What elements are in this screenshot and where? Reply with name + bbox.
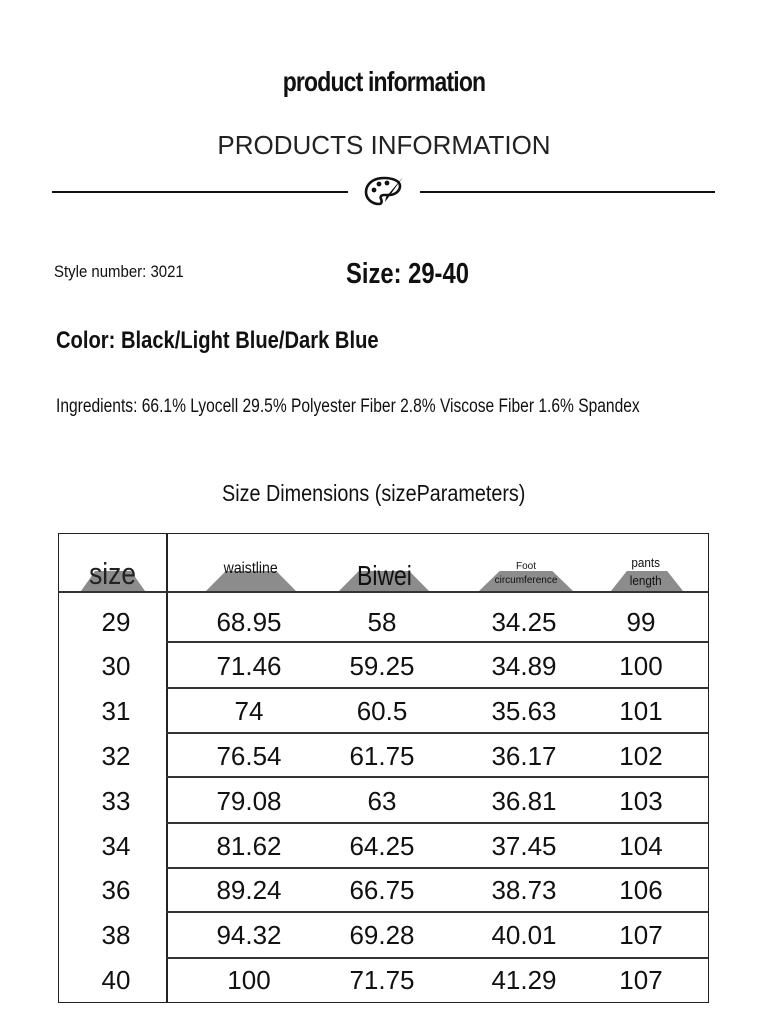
page-title: product information: [282, 66, 486, 97]
cell-waistline: 68.95: [216, 607, 282, 637]
cell-pants-length: 107: [619, 965, 663, 995]
header-foot-line1: Foot: [515, 561, 536, 572]
cell-size: 31: [101, 696, 131, 726]
style-number: Style number: 3021: [54, 262, 184, 281]
header-foot-circumference: [461, 534, 591, 591]
row-divider: [166, 732, 708, 734]
cell-size: 33: [101, 786, 131, 816]
header-pants-line1: pants: [631, 555, 661, 570]
header-biwei: Biwei: [319, 534, 449, 591]
cell-foot-circumference: 40.01: [491, 920, 557, 950]
cell-size: 32: [101, 741, 131, 771]
palette-icon: [362, 173, 406, 211]
cell-biwei: 64.25: [349, 831, 415, 861]
cell-pants-length: 99: [626, 607, 656, 637]
row-divider: [166, 867, 708, 869]
cell-size: 29: [101, 607, 131, 637]
cell-waistline: 76.54: [216, 741, 282, 771]
cell-pants-length: 107: [619, 920, 663, 950]
color-info: Color: Black/Light Blue/Dark Blue: [56, 327, 379, 354]
cell-waistline: 81.62: [216, 831, 282, 861]
cell-size: 34: [101, 831, 131, 861]
cell-biwei: 61.75: [349, 741, 415, 771]
cell-waistline: 71.46: [216, 651, 282, 681]
row-divider: [166, 776, 708, 778]
row-divider: [166, 911, 708, 913]
cell-size: 30: [101, 651, 131, 681]
cell-size: 38: [101, 920, 131, 950]
cell-foot-circumference: 35.63: [491, 696, 557, 726]
cell-size: 36: [101, 875, 131, 905]
cell-pants-length: 106: [619, 875, 663, 905]
size-table: [58, 533, 709, 1003]
row-divider: [166, 687, 708, 689]
header-pants-length: [581, 534, 711, 591]
header-foot-line2: circumference: [494, 575, 558, 586]
row-divider: [166, 957, 708, 959]
cell-pants-length: 103: [619, 786, 663, 816]
cell-biwei: 66.75: [349, 875, 415, 905]
row-divider: [166, 641, 708, 643]
cell-waistline: 74: [234, 696, 264, 726]
divider-right: [420, 191, 715, 193]
size-table-title: Size Dimensions (sizeParameters): [222, 480, 526, 506]
cell-foot-circumference: 36.17: [491, 741, 557, 771]
cell-foot-circumference: 36.81: [491, 786, 557, 816]
cell-biwei: 63: [367, 786, 397, 816]
cell-waistline: 79.08: [216, 786, 282, 816]
cell-pants-length: 100: [619, 651, 663, 681]
divider-left: [52, 191, 348, 193]
row-divider: [166, 822, 708, 824]
cell-waistline: 100: [227, 965, 271, 995]
cell-size: 40: [101, 965, 131, 995]
page-subtitle: PRODUCTS INFORMATION: [217, 130, 551, 160]
cell-biwei: 69.28: [349, 920, 415, 950]
header-pants-line2: length: [630, 573, 662, 588]
size-range: Size: 29-40: [346, 258, 469, 290]
header-waistline: waistline: [186, 534, 316, 591]
cell-waistline: 94.32: [216, 920, 282, 950]
cell-biwei: 58: [367, 607, 397, 637]
cell-biwei: 60.5: [356, 696, 408, 726]
cell-foot-circumference: 41.29: [491, 965, 557, 995]
cell-foot-circumference: 38.73: [491, 875, 557, 905]
cell-waistline: 89.24: [216, 875, 282, 905]
header-size: size: [59, 534, 166, 591]
ingredients-info: Ingredients: 66.1% Lyocell 29.5% Polyester Fiber 2.8% Viscose Fiber 1.6% Spandex: [56, 396, 640, 417]
cell-pants-length: 104: [619, 831, 663, 861]
cell-pants-length: 102: [619, 741, 663, 771]
cell-pants-length: 101: [619, 696, 663, 726]
cell-biwei: 71.75: [349, 965, 415, 995]
cell-foot-circumference: 34.25: [491, 607, 557, 637]
cell-biwei: 59.25: [349, 651, 415, 681]
cell-foot-circumference: 37.45: [491, 831, 557, 861]
header-divider: [59, 591, 708, 593]
cell-foot-circumference: 34.89: [491, 651, 557, 681]
